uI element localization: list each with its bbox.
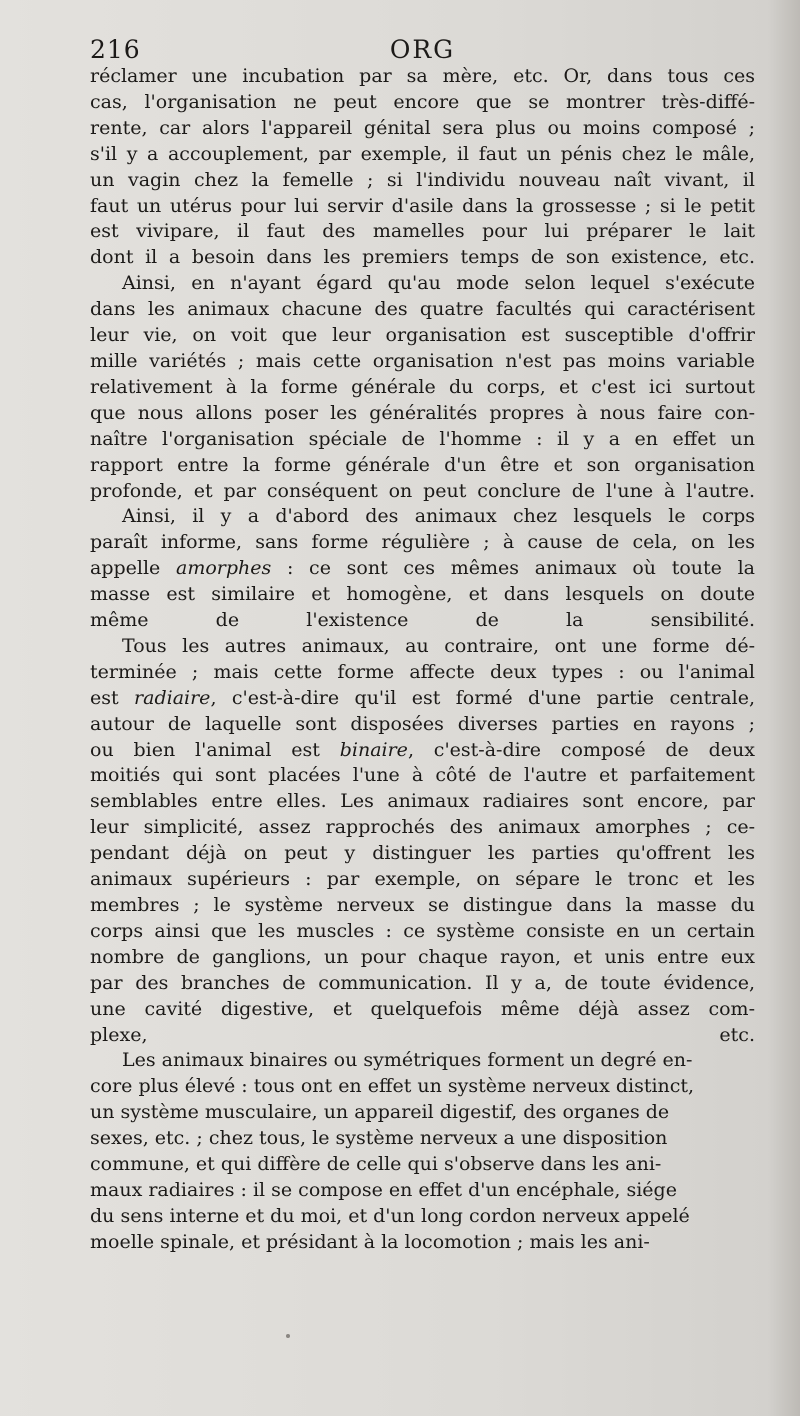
paragraph-1 bbox=[90, 64, 755, 271]
text-line: autour de laquelle sont disposées diverses parties en rayons ; bbox=[90, 712, 755, 735]
text-line: est vivipare, il faut des mamelles pour lui préparer le lait bbox=[90, 220, 755, 243]
body-text bbox=[90, 64, 755, 1256]
text-line: faut un utérus pour lui servir d'asile dans la grossesse ; si le petit bbox=[90, 194, 755, 217]
text-segment: , c'est-à-dire composé de deux bbox=[407, 738, 755, 761]
text-line: plexe, etc. bbox=[90, 1023, 755, 1046]
text-line: paraît informe, sans forme régulière ; à cause de cela, on les bbox=[90, 531, 755, 554]
text-line: relativement à la forme générale du corps, et c'est ici surtout bbox=[90, 375, 755, 398]
text-line: corps ainsi que les muscles : ce système consiste en un certain bbox=[90, 919, 755, 942]
text-line: pendant déjà on peut y distinguer les parties qu'offrent les bbox=[90, 842, 755, 865]
text-line: leur simplicité, assez rapprochés des animaux amorphes ; ce- bbox=[90, 816, 755, 839]
text-segment: , c'est-à-dire qu'il est formé d'une partie centrale, bbox=[210, 686, 755, 709]
text-line: moelle spinale, et présidant à la locomotion ; mais les ani- bbox=[90, 1230, 650, 1253]
text-line: Tous les autres animaux, au contraire, ont une forme dé- bbox=[122, 634, 755, 657]
text-line bbox=[90, 686, 755, 712]
text-line: commune, et qui diffère de celle qui s'observe dans les ani- bbox=[90, 1153, 662, 1176]
page-number: 216 bbox=[90, 35, 141, 64]
text-line: naître l'organisation spéciale de l'homme : il y a en effet un bbox=[90, 427, 755, 450]
text-line: réclamer une incubation par sa mère, etc. Or, dans tous ces bbox=[90, 65, 755, 87]
text-line bbox=[90, 556, 755, 582]
text-line: que nous allons poser les généralités propres à nous faire con- bbox=[90, 401, 755, 424]
italic-term: amorphes bbox=[176, 557, 272, 580]
text-line: masse est similaire et homogène, et dans lesquels on doute bbox=[90, 583, 755, 606]
paragraph-5 bbox=[90, 1048, 755, 1255]
text-line: profonde, et par conséquent on peut conclure de l'une à l'autre. bbox=[90, 479, 755, 502]
text-line: membres ; le système nerveux se distingue dans la masse du bbox=[90, 894, 755, 916]
paragraph-2 bbox=[90, 271, 755, 504]
text-segment: est bbox=[90, 686, 135, 709]
text-line: Ainsi, en n'ayant égard qu'au mode selon lequel s'exécute bbox=[122, 272, 755, 295]
text-line: animaux supérieurs : par exemple, on sépare le tronc et les bbox=[90, 868, 755, 891]
text-line: maux radiaires : il se compose en effet d'un encéphale, siége bbox=[90, 1178, 677, 1201]
text-line: un vagin chez la femelle ; si l'individu nouveau naît vivant, il bbox=[90, 168, 755, 191]
text-line bbox=[90, 738, 755, 764]
text-line: terminée ; mais cette forme affecte deux types : ou l'animal bbox=[90, 660, 755, 683]
text-line: Ainsi, il y a d'abord des animaux chez lesquels le corps bbox=[122, 505, 755, 528]
text-line: par des branches de communication. Il y a, de toute évidence, bbox=[90, 971, 755, 994]
text-line: même de l'existence de la sensibilité. bbox=[90, 609, 755, 632]
text-line: sexes, etc. ; chez tous, le système nerveux a une disposition bbox=[90, 1127, 668, 1150]
text-line: semblables entre elles. Les animaux radiaires sont encore, par bbox=[90, 790, 755, 813]
text-line: un système musculaire, un appareil digestif, des organes de bbox=[90, 1101, 670, 1124]
text-segment: ou bien l'animal est bbox=[90, 738, 340, 761]
text-line: moitiés qui sont placées l'une à côté de l'autre et parfaitement bbox=[90, 764, 755, 787]
text-line: cas, l'organisation ne peut encore que se montrer très-diffé- bbox=[90, 90, 755, 113]
text-line: Les animaux binaires ou symétriques forment un degré en- bbox=[122, 1049, 693, 1072]
text-segment: appelle bbox=[90, 557, 176, 580]
italic-term: binaire bbox=[339, 738, 408, 761]
running-head: ORG bbox=[389, 35, 456, 64]
paragraph-3 bbox=[90, 504, 755, 634]
page-header bbox=[90, 34, 755, 66]
text-line: rapport entre la forme générale d'un être et son organisation bbox=[90, 453, 755, 476]
ink-speck bbox=[286, 1334, 290, 1338]
text-line: dans les animaux chacune des quatre facultés qui caractérisent bbox=[90, 298, 755, 321]
text-line: dont il a besoin dans les premiers temps de son existence, etc. bbox=[90, 246, 755, 269]
text-line: rente, car alors l'appareil génital sera plus ou moins composé ; bbox=[90, 116, 755, 139]
italic-term: radiaire bbox=[134, 686, 211, 709]
text-line: leur vie, on voit que leur organisation est susceptible d'offrir bbox=[90, 324, 755, 347]
text-line: nombre de ganglions, un pour chaque rayon, et unis entre eux bbox=[90, 945, 755, 968]
text-line: s'il y a accouplement, par exemple, il faut un pénis chez le mâle, bbox=[90, 142, 755, 165]
text-segment: : ce sont ces mêmes animaux où toute la bbox=[271, 557, 755, 580]
text-line: une cavité digestive, et quelquefois même déjà assez com- bbox=[90, 997, 755, 1020]
text-line: mille variétés ; mais cette organisation n'est pas moins variable bbox=[90, 349, 755, 372]
text-line: du sens interne et du moi, et d'un long cordon nerveux appelé bbox=[90, 1204, 690, 1227]
paragraph-4 bbox=[90, 634, 755, 1049]
text-line: core plus élevé : tous ont en effet un système nerveux distinct, bbox=[90, 1075, 695, 1098]
